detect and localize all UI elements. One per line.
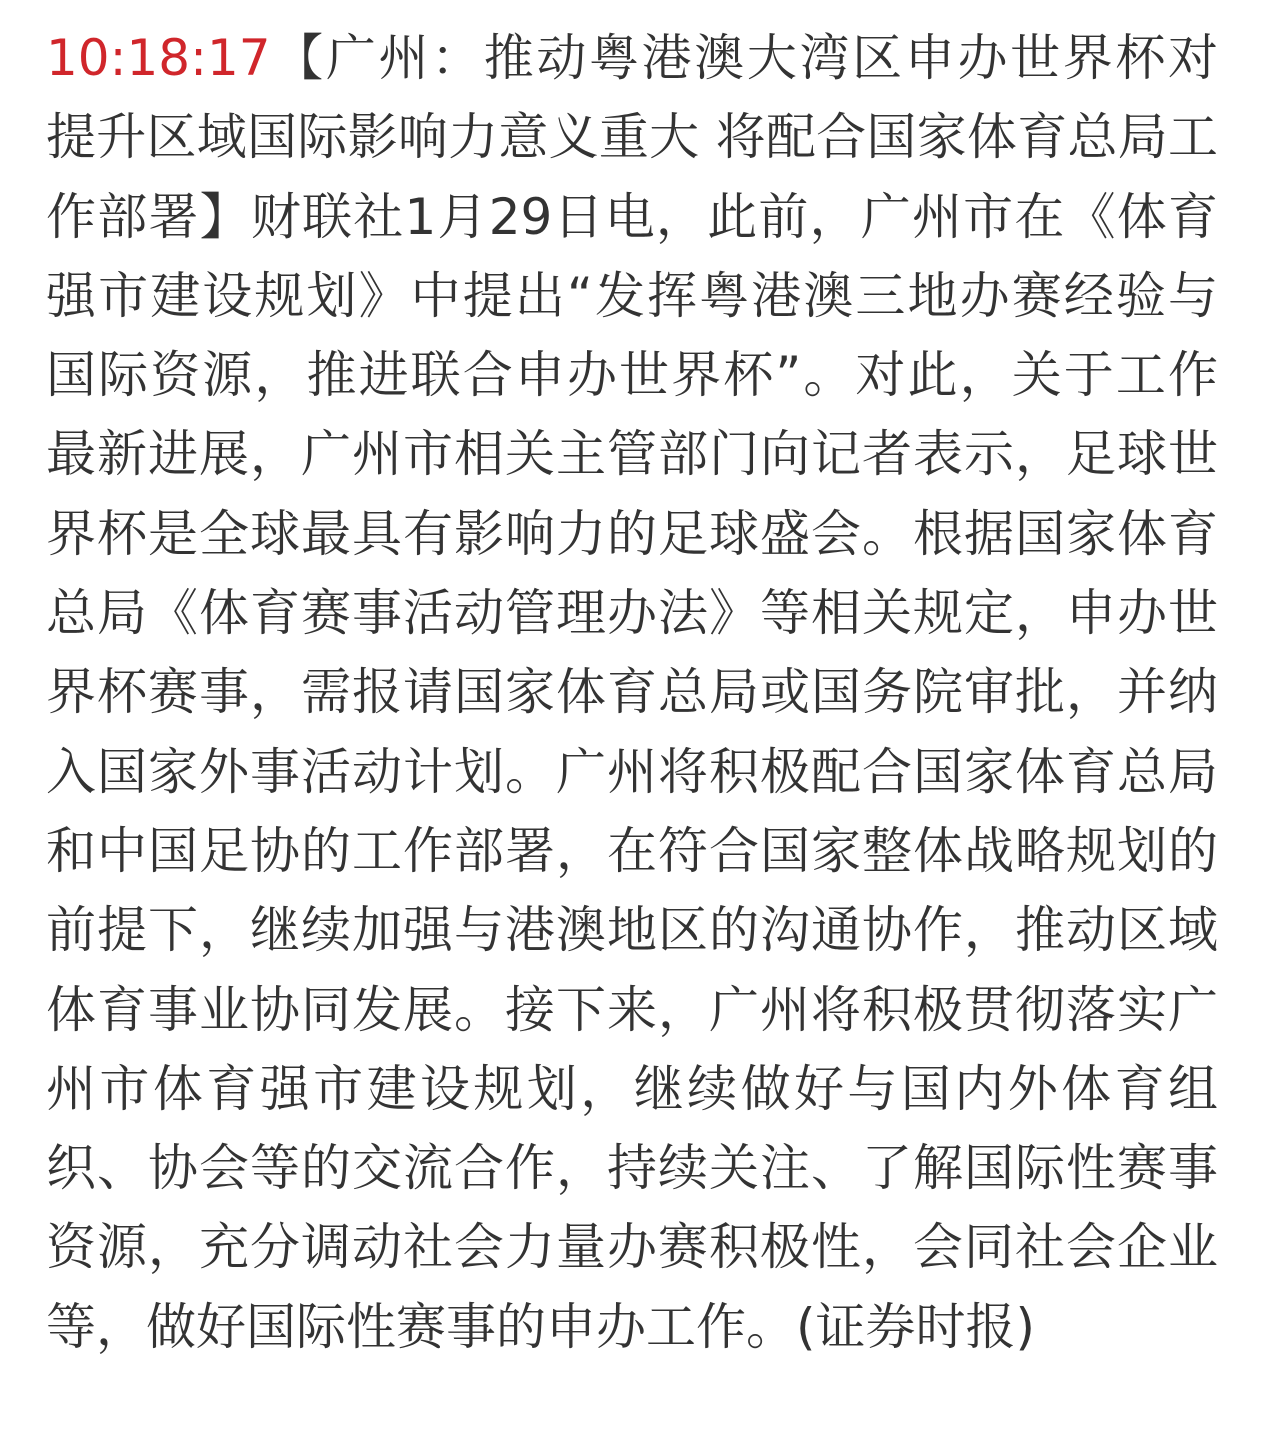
news-body: 财联社1月29日电，此前，广州市在《体育强市建设规划》中提出“发挥粤港澳三地办赛经验与国际资源，推进联合申办世界杯”。对此，关于工作最新进展，广州市相关主管部门向记者表示，足球世界杯是全球最具有影响力的足球盛会。根据国家体育总局《体育赛事活动管理办法》等相关规定，申办世界杯赛事，需报请国家体育总局或国务院审批，并纳入国家外事活动计划。广州将积极配合国家体育总局和中国足协的工作部署，在符合国家整体战略规划的前提下，继续加强与港澳地区的沟通协作，推动区域体育事业协同发展。接下来，广州将积极贯彻落实广州市体育强市建设规划，继续做好与国内外体育组织、协会等的交流合作，持续关注、了解国际性赛事资源，充分调动社会力量办赛积极性，会同社会企业等，做好国际性赛事的申办工作。 [46,187,1219,1356]
news-time: 10:18:17 [46,29,271,87]
news-source: (证券时报) [796,1297,1036,1356]
news-article [46,19,1218,1367]
news-headline: 【广州：推动粤港澳大湾区申办世界杯对提升区域国际影响力意义重大 将配合国家体育总局工作部署】 [46,29,1218,246]
